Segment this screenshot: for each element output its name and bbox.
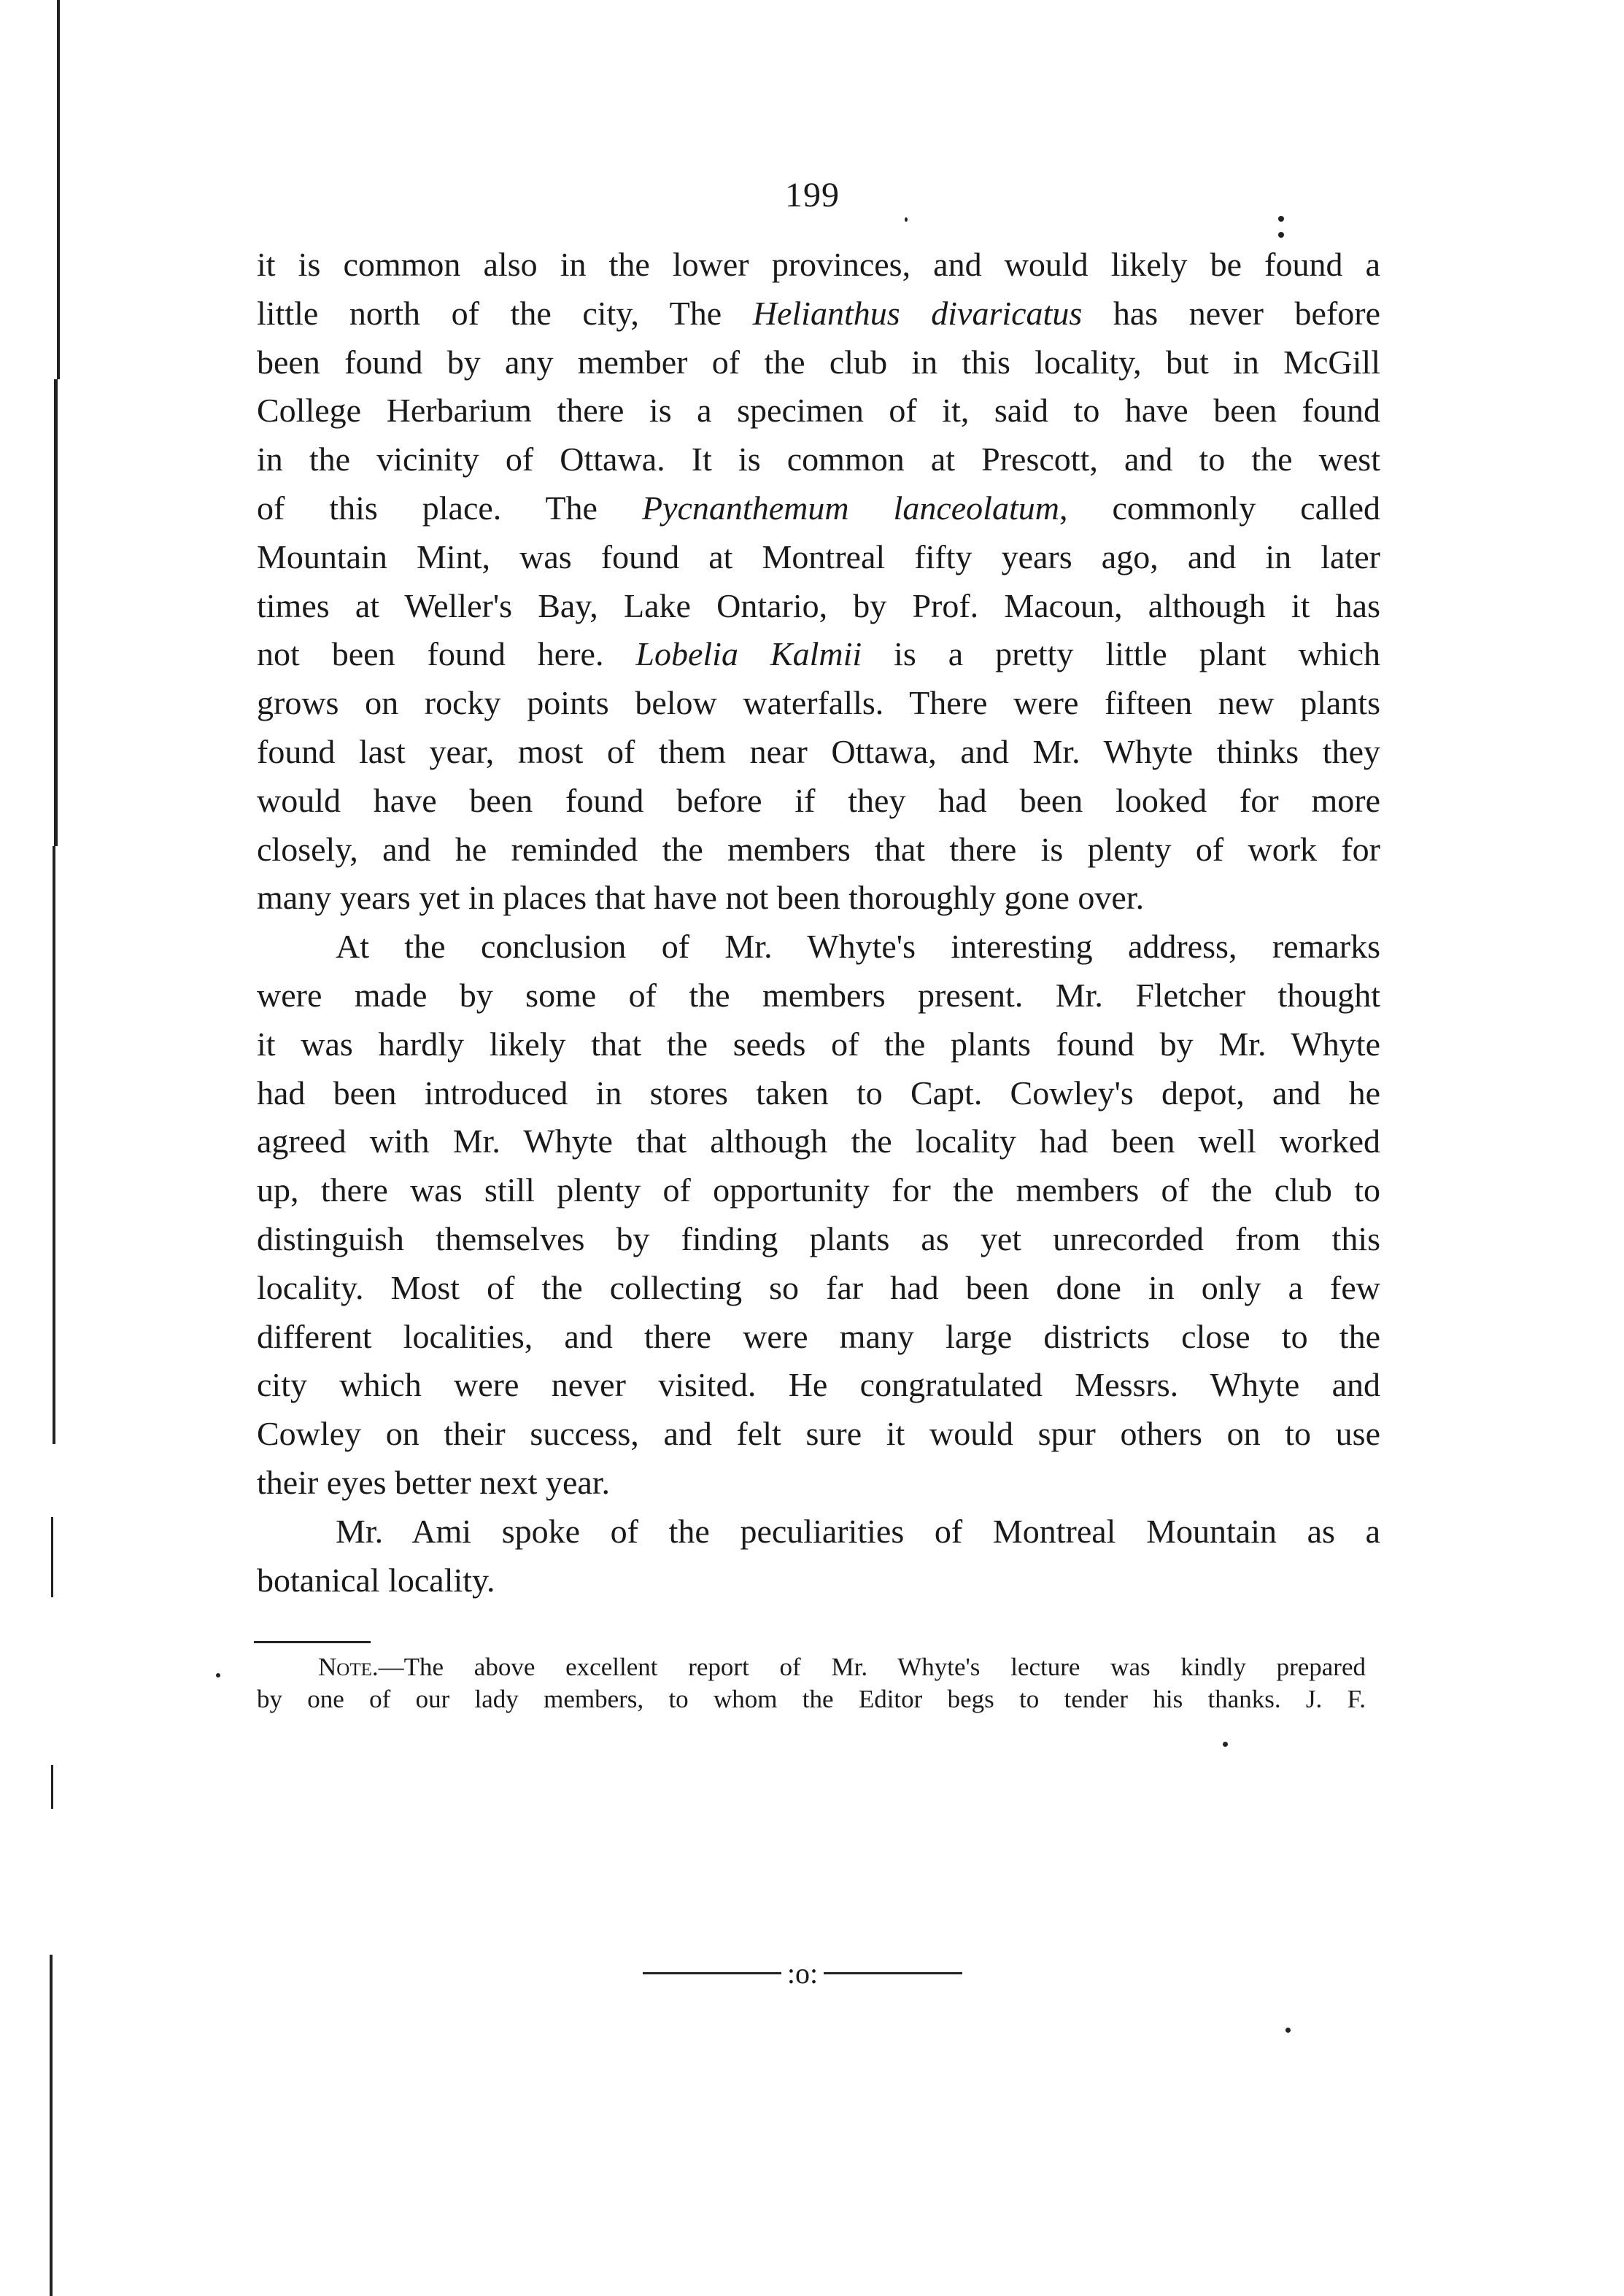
ornament-dash [643, 1972, 781, 1974]
scan-speck [905, 217, 908, 222]
footnote [257, 1651, 1366, 1715]
scan-speck [1285, 2028, 1291, 2033]
footnote-divider [254, 1641, 371, 1643]
text-line: it was hardly likely that the seeds of the plants found by Mr. Whyte [257, 1025, 1380, 1063]
binding-edge-line [51, 1765, 53, 1809]
species-name: Helianthus divaricatus [752, 294, 1083, 332]
page-number: 199 [785, 176, 840, 214]
footnote-line [257, 1651, 1366, 1683]
text-line: it is common also in the lower provinces, and would likely be found a [257, 246, 1380, 283]
text-line: Cowley on their success, and felt sure it would spur others on to use [257, 1415, 1380, 1453]
binding-edge-line [54, 379, 58, 846]
text-line: had been introduced in stores taken to Capt. Cowley's depot, and he [257, 1074, 1380, 1112]
text-line: of this place. The Pycnanthemum lanceolatum, commonly called [257, 489, 1381, 527]
footnote-text: —The above excellent report of Mr. Whyte's lecture was kindly prepared [378, 1653, 1366, 1681]
species-name: Lobelia Kalmii [635, 635, 862, 673]
binding-edge-line [57, 0, 60, 379]
text-line: many years yet in places that have not been thoroughly gone over. [257, 879, 1145, 917]
text-line: distinguish themselves by finding plants as yet unrecorded from this [257, 1219, 1380, 1257]
text-line: agreed with Mr. Whyte that although the locality had been well worked [257, 1122, 1380, 1160]
species-name: Pycnanthemum lanceolatum [641, 489, 1059, 527]
text-line: their eyes better next year. [257, 1463, 611, 1501]
text-line: Mountain Mint, was found at Montreal fifty years ago, and in later [257, 538, 1380, 575]
text-line: little north of the city, The Helianthus divaricatus has never before [257, 294, 1380, 332]
text-line: been found by any member of the club in this locality, but in McGill [257, 343, 1380, 381]
text-line: in the vicinity of Ottawa. It is common at Prescott, and to the west [257, 441, 1380, 478]
text-line: Mr. Ami spoke of the peculiarities of Montreal Mountain as a [336, 1512, 1380, 1550]
text-line: botanical locality. [257, 1561, 495, 1599]
binding-edge-line [51, 1517, 53, 1597]
scan-speck [1278, 216, 1284, 222]
text-line: city which were never visited. He congratulated Messrs. Whyte and [257, 1366, 1380, 1404]
body-text [257, 241, 1380, 1605]
ornament-dash [824, 1972, 962, 1974]
scan-speck [216, 1673, 220, 1678]
text-line: not been found here. Lobelia Kalmii is a pretty little plant which [257, 635, 1380, 673]
scan-speck [1278, 232, 1284, 238]
footnote-line: by one of our lady members, to whom the Editor begs to tender his thanks. J. F. [257, 1685, 1366, 1713]
ornament-mark: :o: [786, 1956, 819, 1990]
text-line: locality. Most of the collecting so far had been done in only a few [257, 1268, 1380, 1306]
scan-speck [1223, 1742, 1228, 1747]
text-line: College Herbarium there is a specimen of it, said to have been found [257, 392, 1380, 430]
text-line: would have been found before if they had been looked for more [257, 781, 1380, 819]
text-line: At the conclusion of Mr. Whyte's interesting address, remarks [336, 928, 1380, 966]
text-line: were made by some of the members present. Mr. Fletcher thought [257, 976, 1380, 1014]
text-line: grows on rocky points below waterfalls. There were fifteen new plants [257, 684, 1380, 722]
text-line: different localities, and there were many large districts close to the [257, 1317, 1380, 1355]
footnote-label: Note. [318, 1653, 379, 1681]
text-line: closely, and he reminded the members that there is plenty of work for [257, 830, 1380, 868]
binding-edge-line [53, 846, 55, 1444]
text-line: found last year, most of them near Ottawa, and Mr. Whyte thinks they [257, 732, 1380, 770]
binding-edge-line [50, 1955, 53, 2296]
text-line: times at Weller's Bay, Lake Ontario, by Prof. Macoun, although it has [257, 586, 1380, 624]
text-line: up, there was still plenty of opportunity for the members of the club to [257, 1171, 1380, 1209]
section-end-ornament [627, 1955, 978, 1991]
